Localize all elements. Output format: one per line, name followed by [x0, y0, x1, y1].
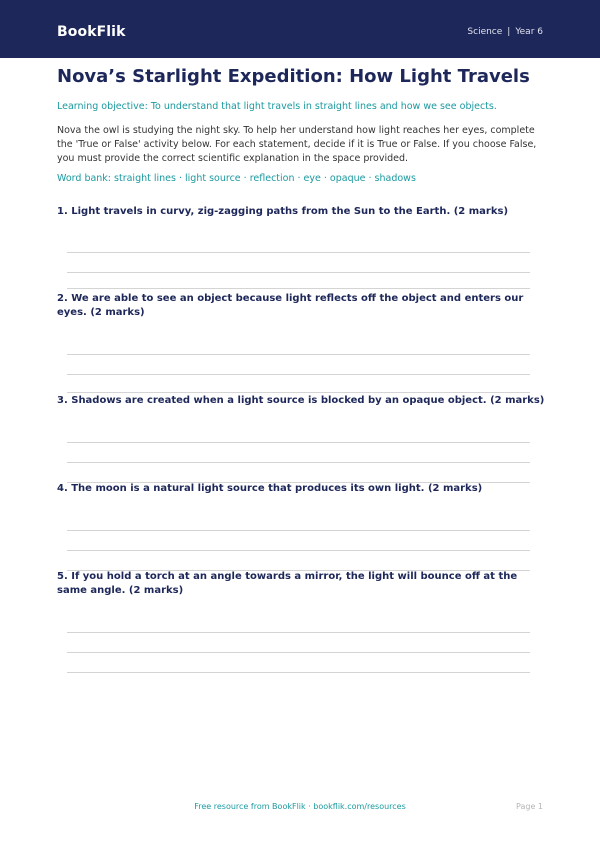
header-meta	[467, 25, 543, 39]
answer-line[interactable]	[67, 272, 530, 273]
word-bank: Word bank: straight lines · light source · reflection · eye · opaque · shadows	[57, 173, 416, 184]
year-label: Year 6	[515, 27, 543, 37]
header-bar	[0, 0, 600, 58]
page-title: Nova’s Starlight Expedition: How Light Travels	[57, 66, 530, 87]
answer-line[interactable]	[67, 288, 530, 289]
meta-separator: |	[507, 27, 511, 37]
question-text: 4. The moon is a natural light source that produces its own light. (2 marks)	[57, 483, 483, 494]
intro-paragraph: Nova the owl is studying the night sky. To help her understand how light reaches her eyes, complete the 'True or False' activity below. For each statement, decide if it is True or False. If you choose False, you must provide the correct scientific explanation in the space provided.	[57, 125, 537, 164]
question-text: 3. Shadows are created when a light source is blocked by an opaque object. (2 marks)	[57, 395, 545, 406]
answer-line[interactable]	[67, 442, 530, 443]
answer-line[interactable]	[67, 392, 530, 393]
question-text: 1. Light travels in curvy, zig-zagging paths from the Sun to the Earth. (2 marks)	[57, 206, 509, 217]
learning-objective: Learning objective: To understand that light travels in straight lines and how we see objects.	[57, 101, 497, 112]
question-3	[57, 394, 547, 408]
answer-line[interactable]	[67, 252, 530, 253]
question-5	[57, 570, 547, 598]
subject-label: Science	[467, 27, 503, 37]
question-4	[57, 482, 547, 496]
answer-line[interactable]	[67, 462, 530, 463]
answer-line[interactable]	[67, 652, 530, 653]
question-text: 5. If you hold a torch at an angle towards a mirror, the light will bounce off at the same angle. (2 marks)	[57, 571, 518, 596]
brand-logo: BookFlik	[57, 24, 126, 40]
answer-line[interactable]	[67, 530, 530, 531]
question-text: 2. We are able to see an object because light reflects off the object and enters our eyes. (2 marks)	[57, 293, 524, 318]
page-number: Page 1	[516, 802, 543, 811]
answer-line[interactable]	[67, 374, 530, 375]
answer-line[interactable]	[67, 672, 530, 673]
answer-line[interactable]	[67, 354, 530, 355]
answer-line[interactable]	[67, 550, 530, 551]
question-2	[57, 292, 547, 320]
answer-line[interactable]	[67, 632, 530, 633]
footer-credit: Free resource from BookFlik · bookflik.com/resources	[194, 802, 406, 811]
question-1	[57, 205, 547, 219]
